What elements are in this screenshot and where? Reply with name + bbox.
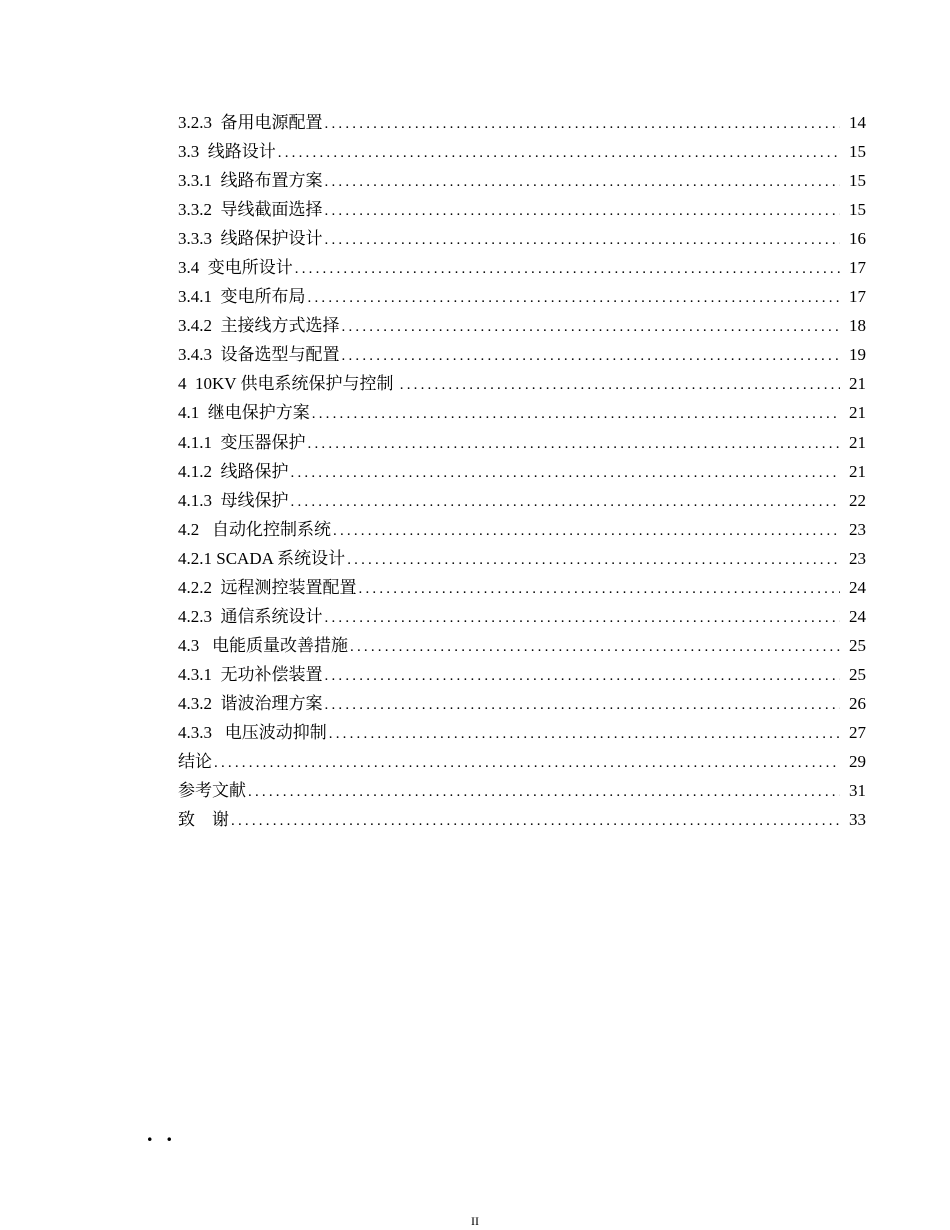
toc-entry-label: 3.4.3 设备选型与配置 xyxy=(178,345,340,365)
toc-entry[interactable] xyxy=(178,428,866,457)
toc-entry[interactable] xyxy=(178,195,866,224)
dot-leader xyxy=(325,197,841,226)
dot-leader xyxy=(325,168,841,197)
toc-entry[interactable] xyxy=(178,573,866,602)
toc-entry-label: 4.3.3 电压波动抑制 xyxy=(178,722,327,742)
toc-entry-label: 3.4 变电所设计 xyxy=(178,258,293,278)
toc-entry-page: 21 xyxy=(849,403,866,423)
toc-entry-label: 4.2.3 通信系统设计 xyxy=(178,606,323,626)
dot-leader xyxy=(325,110,841,139)
toc-entry-page: 15 xyxy=(849,200,866,220)
dot-leader xyxy=(325,691,841,720)
toc-entry-label: 4.1 继电保护方案 xyxy=(178,403,310,423)
dot-leader xyxy=(231,807,840,836)
toc-entry-page: 24 xyxy=(849,577,866,597)
toc-entry[interactable] xyxy=(178,660,866,689)
toc-entry-label: 4.1.2 线路保护 xyxy=(178,461,289,481)
page-number: II xyxy=(471,1214,479,1228)
toc-entry-page: 18 xyxy=(849,316,866,336)
toc-entry-label: 4.2.2 远程测控装置配置 xyxy=(178,577,357,597)
toc-entry-page: 14 xyxy=(849,113,866,132)
toc-entry-page: 21 xyxy=(849,432,866,452)
toc-entry-page: 22 xyxy=(849,490,866,510)
dot-leader xyxy=(312,400,840,429)
stray-dots: .. xyxy=(147,1121,186,1146)
toc-entry[interactable] xyxy=(178,544,866,573)
toc-entry-label: 3.3.3 线路保护设计 xyxy=(178,229,323,249)
toc-entry-label: 4.1.1 变压器保护 xyxy=(178,432,306,452)
dot-leader xyxy=(325,604,841,633)
toc-entry[interactable] xyxy=(178,340,866,369)
toc-entry[interactable] xyxy=(178,776,866,805)
table-of-contents xyxy=(178,108,866,834)
dot-leader xyxy=(347,546,840,575)
toc-entry[interactable] xyxy=(178,486,866,515)
dot-leader xyxy=(325,662,841,691)
toc-entry-page: 33 xyxy=(849,810,866,830)
toc-entry-page: 23 xyxy=(849,519,866,539)
toc-entry-label: 致 谢 xyxy=(178,810,229,830)
dot-leader xyxy=(291,459,841,488)
dot-leader xyxy=(342,342,841,371)
dot-leader xyxy=(308,430,841,459)
toc-entry-label: 4.3.2 谐波治理方案 xyxy=(178,693,323,713)
toc-entry-label: 3.4.2 主接线方式选择 xyxy=(178,316,340,336)
toc-entry-page: 29 xyxy=(849,752,866,772)
toc-entry[interactable] xyxy=(178,137,866,166)
dot-leader xyxy=(329,720,840,749)
toc-entry-page: 17 xyxy=(849,258,866,278)
toc-entry-page: 24 xyxy=(849,606,866,626)
dot-leader xyxy=(278,139,840,168)
toc-entry-page: 15 xyxy=(849,142,866,162)
toc-entry-label: 参考文献 xyxy=(178,781,246,801)
toc-entry[interactable] xyxy=(178,718,866,747)
toc-entry[interactable] xyxy=(178,253,866,282)
dot-leader xyxy=(295,255,840,284)
toc-entry-label: 3.3 线路设计 xyxy=(178,142,276,162)
toc-entry-page: 17 xyxy=(849,287,866,307)
toc-entry-page: 26 xyxy=(849,693,866,713)
dot-leader xyxy=(291,488,841,517)
dot-leader xyxy=(248,778,840,807)
toc-entry-page: 25 xyxy=(849,635,866,655)
toc-entry-page: 21 xyxy=(849,374,866,394)
toc-entry[interactable] xyxy=(178,398,866,427)
toc-entry-page: 27 xyxy=(849,722,866,742)
toc-entry-page: 19 xyxy=(849,345,866,365)
toc-entry[interactable] xyxy=(178,805,866,834)
toc-entry[interactable] xyxy=(178,602,866,631)
toc-entry-label: 3.2.3 备用电源配置 xyxy=(178,113,323,132)
toc-entry[interactable] xyxy=(178,108,866,137)
toc-entry-label: 3.4.1 变电所布局 xyxy=(178,287,306,307)
dot-leader xyxy=(214,749,840,778)
toc-entry-label: 结论 xyxy=(178,752,212,772)
toc-entry-label: 4.3.1 无功补偿装置 xyxy=(178,664,323,684)
toc-entry[interactable] xyxy=(178,457,866,486)
toc-entry[interactable] xyxy=(178,689,866,718)
dot-leader xyxy=(308,284,841,313)
toc-entry[interactable] xyxy=(178,224,866,253)
dot-leader xyxy=(400,371,840,400)
toc-entry[interactable] xyxy=(178,282,866,311)
toc-entry-label: 4.1.3 母线保护 xyxy=(178,490,289,510)
toc-entry[interactable] xyxy=(178,747,866,776)
dot-leader xyxy=(342,313,841,342)
toc-entry-label: 4.2.1 SCADA 系统设计 xyxy=(178,548,346,568)
toc-entry-page: 15 xyxy=(849,171,866,191)
dot-leader xyxy=(359,575,841,604)
toc-entry-page: 21 xyxy=(849,461,866,481)
toc-entry[interactable] xyxy=(178,631,866,660)
dot-leader xyxy=(325,226,841,255)
toc-entry-label: 3.3.2 导线截面选择 xyxy=(178,200,323,220)
toc-entry-label: 4.3 电能质量改善措施 xyxy=(178,635,348,655)
toc-entry[interactable] xyxy=(178,369,866,398)
toc-entry-label: 3.3.1 线路布置方案 xyxy=(178,171,323,191)
toc-entry-page: 31 xyxy=(849,781,866,801)
toc-entry[interactable] xyxy=(178,311,866,340)
toc-entry[interactable] xyxy=(178,166,866,195)
dot-leader xyxy=(333,517,840,546)
toc-entry[interactable] xyxy=(178,515,866,544)
toc-entry-label: 4.2 自动化控制系统 xyxy=(178,519,331,539)
toc-entry-label: 4 10KV 供电系统保护与控制 xyxy=(178,374,398,394)
dot-leader xyxy=(350,633,840,662)
toc-entry-page: 23 xyxy=(849,548,866,568)
toc-entry-page: 25 xyxy=(849,664,866,684)
toc-entry-page: 16 xyxy=(849,229,866,249)
